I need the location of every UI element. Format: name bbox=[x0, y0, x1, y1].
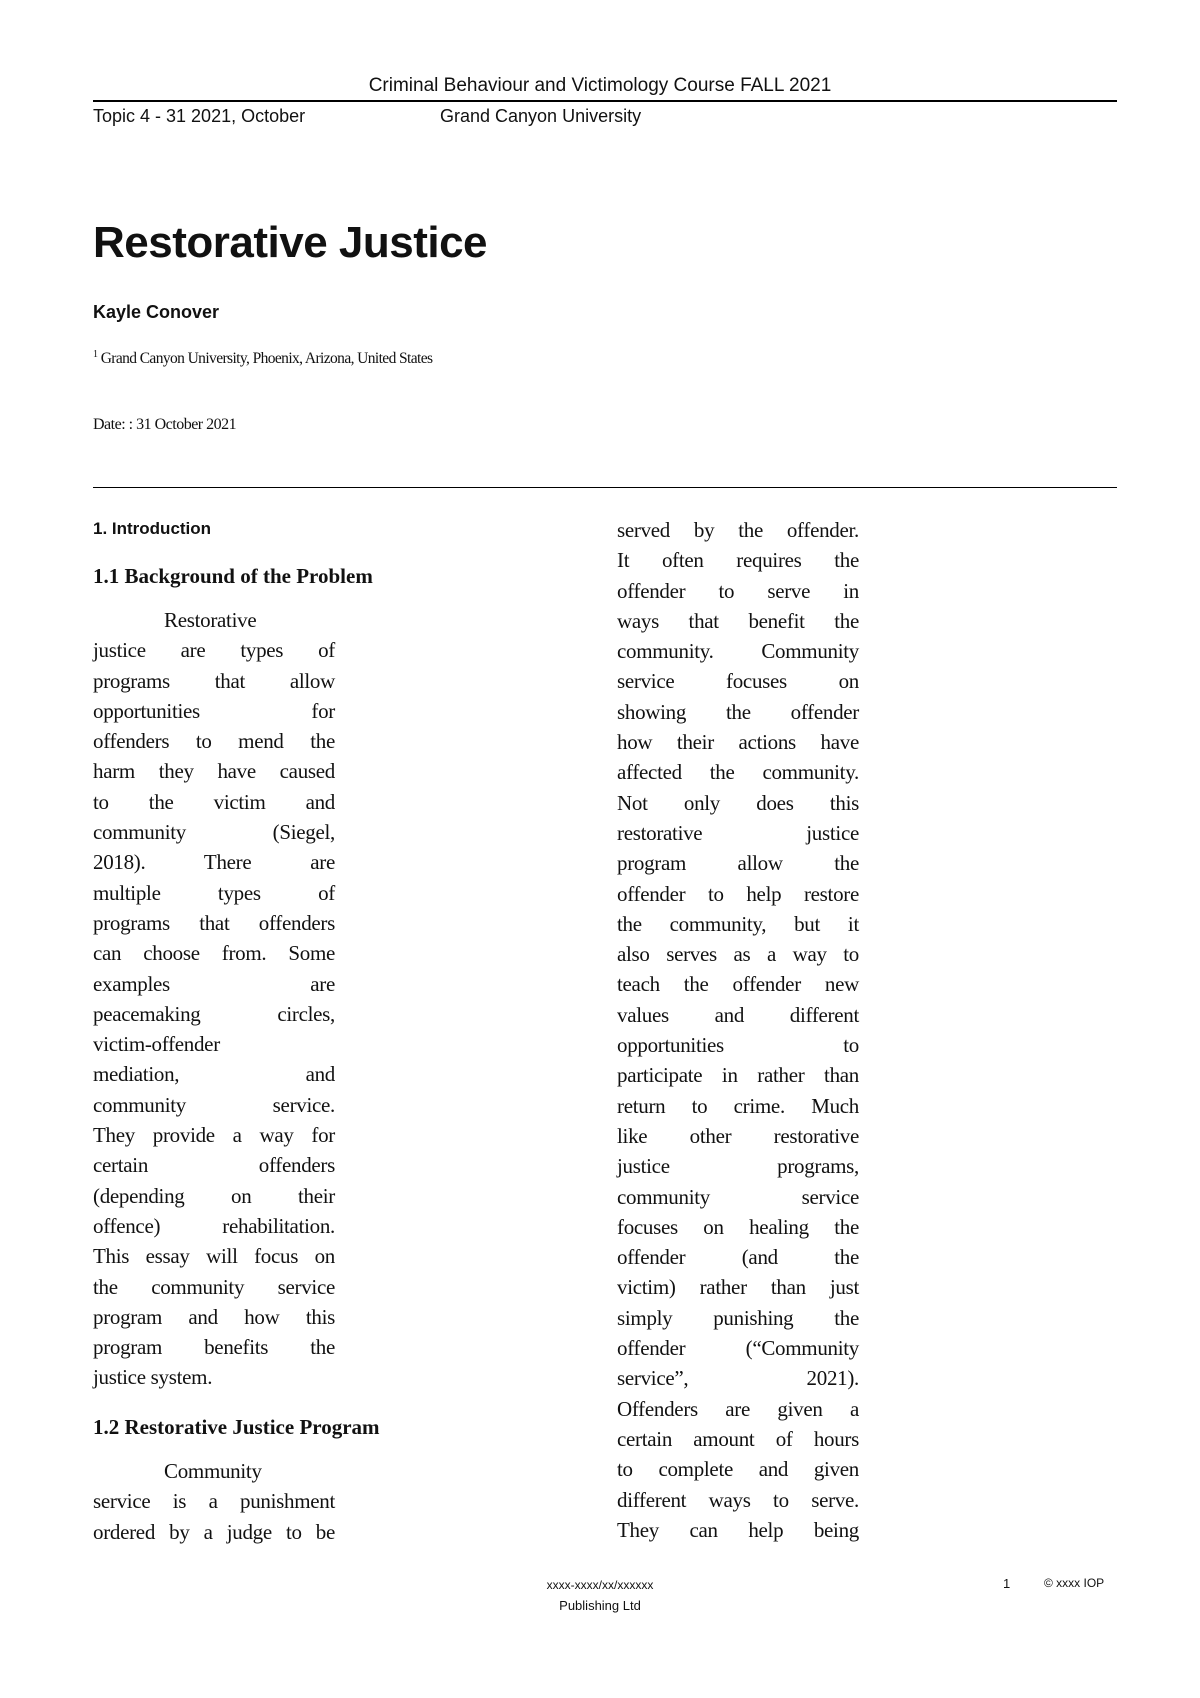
body-line: service”, 2021). bbox=[617, 1366, 859, 1391]
body-line: different ways to serve. bbox=[617, 1487, 859, 1512]
section-heading-background: 1.1 Background of the Problem bbox=[93, 564, 373, 588]
body-line: 2018). There are bbox=[93, 850, 335, 875]
body-line: focuses on healing the bbox=[617, 1214, 859, 1239]
affiliation-mark: 1 bbox=[93, 349, 98, 360]
body-line: participate in rather than bbox=[617, 1063, 859, 1088]
header-university: Grand Canyon University bbox=[440, 106, 642, 126]
body-line: opportunities to bbox=[617, 1033, 859, 1058]
page-number: 1 bbox=[1003, 1576, 1011, 1591]
body-line: Community bbox=[164, 1459, 262, 1483]
body-line: justice programs, bbox=[617, 1154, 859, 1179]
course-title: Criminal Behaviour and Victimology Course FALL 2021 bbox=[368, 75, 832, 96]
paper-title: Restorative Justice bbox=[93, 218, 488, 267]
section-heading-introduction: 1. Introduction bbox=[93, 519, 212, 538]
body-line: opportunities for bbox=[93, 698, 335, 723]
body-column-left-2 bbox=[93, 1456, 335, 1547]
body-line: examples are bbox=[93, 971, 335, 996]
body-line: program benefits the bbox=[93, 1335, 335, 1360]
body-line: Not only does this bbox=[617, 790, 859, 815]
body-line: program and how this bbox=[93, 1304, 335, 1329]
author-name: Kayle Conover bbox=[93, 302, 220, 322]
body-line: mediation, and bbox=[93, 1062, 335, 1087]
body-line: offenders to mend the bbox=[93, 729, 335, 754]
topic-line: Topic 4 - 31 2021, October bbox=[93, 106, 306, 126]
body-line: also serves as a way to bbox=[617, 942, 859, 967]
section-heading-program: 1.2 Restorative Justice Program bbox=[93, 1415, 380, 1439]
body-column-right bbox=[617, 515, 859, 1545]
body-line: harm they have caused bbox=[93, 759, 335, 784]
body-line: values and different bbox=[617, 1002, 859, 1027]
date-line: Date: : 31 October 2021 bbox=[93, 416, 237, 433]
body-line: can choose from. Some bbox=[93, 941, 335, 966]
body-line: service is a punishment bbox=[93, 1489, 335, 1514]
header-rule bbox=[93, 100, 1117, 102]
body-line: the community, but it bbox=[617, 911, 859, 936]
body-line: teach the offender new bbox=[617, 972, 859, 997]
body-line: return to crime. Much bbox=[617, 1093, 859, 1118]
body-line: offender (and the bbox=[617, 1245, 859, 1270]
body-line: offence) rehabilitation. bbox=[93, 1213, 335, 1238]
body-line: showing the offender bbox=[617, 699, 859, 724]
body-line: ways that benefit the bbox=[617, 608, 859, 633]
body-line: to the victim and bbox=[93, 789, 335, 814]
body-line: programs that offenders bbox=[93, 910, 335, 935]
body-line: simply punishing the bbox=[617, 1305, 859, 1330]
body-line: community. Community bbox=[617, 639, 859, 664]
body-column-left-1 bbox=[93, 605, 335, 1393]
body-line: justice are types of bbox=[93, 638, 335, 663]
body-line: community (Siegel, bbox=[93, 820, 335, 845]
footer-copyright: © xxxx IOP bbox=[1044, 1576, 1105, 1590]
body-line: multiple types of bbox=[93, 880, 335, 905]
body-line: offender (“Community bbox=[617, 1336, 859, 1361]
body-line: community service. bbox=[93, 1092, 335, 1117]
body-line: Offenders are given a bbox=[617, 1396, 859, 1421]
body-line: justice system. bbox=[93, 1365, 213, 1390]
body-line: restorative justice bbox=[617, 820, 859, 845]
body-line: victim) rather than just bbox=[617, 1275, 859, 1300]
body-line: like other restorative bbox=[617, 1123, 859, 1148]
body-line: service focuses on bbox=[617, 669, 859, 694]
body-line: programs that allow bbox=[93, 668, 335, 693]
affiliation-text: Grand Canyon University, Phoenix, Arizona, United States bbox=[100, 350, 433, 368]
body-line: offender to help restore bbox=[617, 881, 859, 906]
body-line: ordered by a judge to be bbox=[93, 1519, 335, 1544]
body-line: to complete and given bbox=[617, 1457, 859, 1482]
body-line: (depending on their bbox=[93, 1183, 335, 1208]
body-line: affected the community. bbox=[617, 760, 859, 785]
body-line: Restorative bbox=[164, 608, 257, 632]
section-rule bbox=[93, 487, 1117, 488]
body-line: certain amount of hours bbox=[617, 1426, 859, 1451]
body-line: offender to serve in bbox=[617, 578, 859, 603]
footer-code: xxxx-xxxx/xx/xxxxxx bbox=[546, 1578, 654, 1592]
body-line: peacemaking circles, bbox=[93, 1001, 335, 1026]
body-line: They provide a way for bbox=[93, 1123, 335, 1148]
footer-publisher: Publishing Ltd bbox=[559, 1598, 641, 1613]
body-line: community service bbox=[617, 1184, 859, 1209]
body-line: They can help being bbox=[617, 1517, 859, 1542]
body-line: victim-offender bbox=[93, 1032, 220, 1057]
body-line: how their actions have bbox=[617, 730, 859, 755]
body-line: program allow the bbox=[617, 851, 859, 876]
body-line: This essay will focus on bbox=[93, 1244, 335, 1269]
body-line: served by the offender. bbox=[617, 518, 859, 542]
affiliation bbox=[93, 349, 432, 368]
body-line: certain offenders bbox=[93, 1153, 335, 1178]
body-line: It often requires the bbox=[617, 548, 859, 573]
body-line: the community service bbox=[93, 1274, 335, 1299]
